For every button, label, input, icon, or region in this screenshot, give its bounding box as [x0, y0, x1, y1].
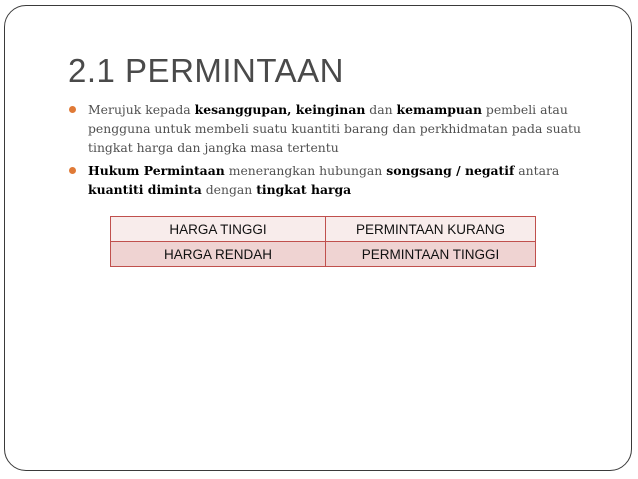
table-row [111, 217, 536, 242]
bullet-text: Merujuk kepada kesanggupan, keinginan dan kemampuan pembeli atau pengguna untuk membeli suatu kuantiti barang dan perkhidmatan pada suatu tingkat harga dan jangka masa tertentu [88, 102, 581, 155]
table-cell: HARGA RENDAH [111, 242, 326, 267]
bullet-item [68, 161, 608, 199]
table-row [111, 242, 536, 267]
bullet-item [68, 100, 608, 157]
bullet-list [68, 100, 608, 203]
price-demand-table [110, 216, 536, 267]
bullet-dot-icon [69, 106, 76, 113]
table-cell: HARGA TINGGI [111, 217, 326, 242]
slide-title: 2.1 PERMINTAAN [68, 52, 344, 89]
bullet-text: Hukum Permintaan menerangkan hubungan songsang / negatif antara kuantiti diminta dengan tingkat harga [88, 163, 560, 197]
bullet-dot-icon [69, 167, 76, 174]
table-cell: PERMINTAAN TINGGI [326, 242, 536, 267]
table-cell: PERMINTAAN KURANG [326, 217, 536, 242]
